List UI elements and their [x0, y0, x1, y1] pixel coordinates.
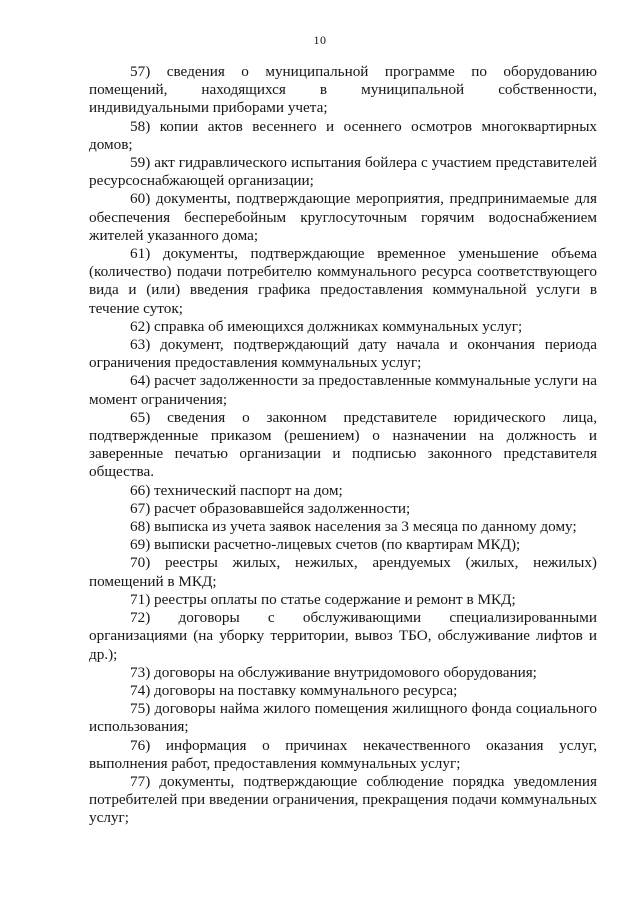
- item-number: 77): [130, 772, 151, 790]
- item-number: 60): [130, 190, 151, 208]
- item-text: технический паспорт на дом;: [154, 481, 343, 499]
- item-number: 58): [130, 117, 151, 135]
- list-item-71: [89, 591, 597, 609]
- list-item-62: [89, 318, 597, 336]
- item-number: 74): [130, 681, 151, 699]
- item-number: 61): [130, 245, 151, 263]
- list-item-64: [89, 372, 597, 408]
- item-text: расчет задолженности за предоставленные коммунальные услуги на момент ограничения;: [89, 372, 597, 408]
- list-item-73: [89, 664, 597, 682]
- list-item-76: [89, 737, 597, 773]
- item-text: сведения о законном представителе юридического лица, подтвержденные приказом (решением) о назначении на должность и заверенные печатью организации и подписью законного представителя общества.: [89, 408, 597, 481]
- item-number: 73): [130, 663, 151, 681]
- item-number: 70): [130, 554, 151, 572]
- item-number: 63): [130, 336, 151, 354]
- item-number: 75): [130, 700, 151, 718]
- list-item-68: [89, 518, 597, 536]
- list-item-72: [89, 609, 597, 664]
- item-number: 71): [130, 590, 151, 608]
- item-text: выписка из учета заявок населения за 3 месяца по данному дому;: [154, 518, 577, 536]
- item-text: информация о причинах некачественного оказания услуг, выполнения работ, предоставления коммунальных услуг;: [89, 736, 597, 772]
- item-text: договоры с обслуживающими специализированными организациями (на уборку территории, вывоз ТБО, обслуживание лифтов и др.);: [89, 609, 597, 663]
- item-text: реестры оплаты по статье содержание и ремонт в МКД;: [154, 590, 516, 608]
- item-text: договоры найма жилого помещения жилищного фонда социального использования;: [89, 700, 598, 736]
- item-number: 68): [130, 518, 151, 536]
- list-item-69: [89, 536, 597, 554]
- list-item-60: [89, 190, 597, 245]
- list-item-63: [89, 336, 597, 372]
- item-number: 76): [130, 736, 151, 754]
- item-text: реестры жилых, нежилых, арендуемых (жилых, нежилых) помещений в МКД;: [89, 554, 597, 590]
- item-number: 64): [130, 372, 151, 390]
- list-item-67: [89, 500, 597, 518]
- list-item-65: [89, 409, 597, 482]
- page-number: 10: [313, 33, 327, 47]
- list-item-58: [89, 118, 597, 154]
- item-text: документы, подтверждающие соблюдение порядка уведомления потребителей при введении ограничения, прекращения подачи коммунальных услуг;: [89, 772, 598, 827]
- item-number: 65): [130, 408, 151, 426]
- item-text: документы, подтверждающие временное уменьшение объема (количество) подачи потребителю коммунального ресурса соответствующего вида и (или) введения графика предоставления коммунальной услуги в течение суток;: [89, 245, 597, 317]
- item-text: акт гидравлического испытания бойлера с участием представителей ресурсоснабжающей организации;: [89, 154, 597, 190]
- item-text: расчет образовавшейся задолженности;: [154, 499, 411, 517]
- list-item-77: [89, 773, 597, 828]
- item-text: документы, подтверждающие мероприятия, предпринимаемые для обеспечения бесперебойным круглосуточным горячим водоснабжением жителей указанного дома;: [89, 190, 597, 244]
- list-item-70: [89, 554, 597, 590]
- list-item-74: [89, 682, 597, 700]
- item-text: договоры на обслуживание внутридомового оборудования;: [154, 663, 537, 681]
- item-number: 69): [130, 536, 151, 554]
- item-text: договоры на поставку коммунального ресурса;: [154, 681, 458, 699]
- item-number: 67): [130, 499, 151, 517]
- document-body: [89, 63, 597, 828]
- list-item-59: [89, 154, 597, 190]
- item-number: 72): [130, 609, 151, 627]
- list-item-61: [89, 245, 597, 318]
- item-number: 59): [130, 154, 151, 172]
- item-text: документ, подтверждающий дату начала и окончания периода ограничения предоставления коммунальных услуг;: [89, 336, 597, 372]
- list-item-57: [89, 63, 597, 118]
- item-text: выписки расчетно-лицевых счетов (по квартирам МКД);: [154, 536, 521, 554]
- item-number: 66): [130, 481, 151, 499]
- list-item-66: [89, 482, 597, 500]
- list-item-75: [89, 700, 597, 736]
- item-text: сведения о муниципальной программе по оборудованию помещений, находящихся в муниципальной собственности, индивидуальными приборами учета;: [89, 63, 597, 117]
- item-number: 57): [130, 63, 151, 80]
- item-text: копии актов весеннего и осеннего осмотров многоквартирных домов;: [89, 117, 598, 153]
- item-text: справка об имеющихся должниках коммунальных услуг;: [154, 317, 523, 335]
- item-number: 62): [130, 317, 151, 335]
